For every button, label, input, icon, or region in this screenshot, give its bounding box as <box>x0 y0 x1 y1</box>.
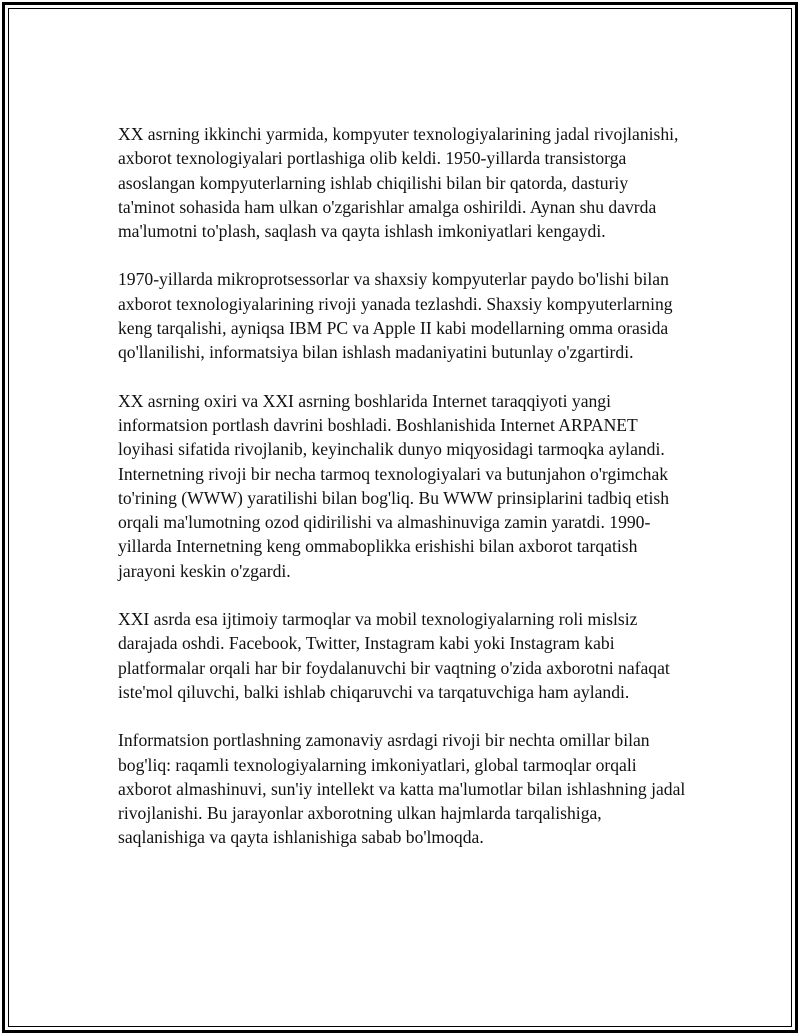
document-body <box>118 122 688 874</box>
page-border <box>2 2 798 1033</box>
paragraph-5: Informatsion portlashning zamonaviy asrdagi rivoji bir nechta omillar bilan bog'liq: raqamli texnologiyalarning imkoniyatlari, global tarmoqlar orqali axborot almashinuvi, sun'iy intellekt va katta ma'lumotlar bilan ishlashning jadal rivojlanishi. Bu jarayonlar axborotning ulkan hajmlarda tarqalishiga, saqlanishiga va qayta ishlanishiga sabab bo'lmoqda. <box>118 730 686 848</box>
paragraph-3: XX asrning oxiri va XXI asrning boshlarida Internet taraqqiyoti yangi informatsion portlash davrini boshladi. Boshlanishida Internet ARPANET loyihasi sifatida rivojlanib, keyinchalik dunyo miqyosidagi tarmoqka aylandi. Internetning rivoji bir necha tarmoq texnologiyalari va butunjahon o'rgimchak to'rining (WWW) yaratilishi bilan bog'liq. Bu WWW prinsiplarini tadbiq etish orqali ma'lumotning ozod qidirilishi va almashinuviga zamin yaratdi. 1990-yillarda Internetning keng ommaboplikka erishishi bilan axborot tarqatish jarayoni keskin o'zgardi. <box>118 390 669 581</box>
paragraph-1: XX asrning ikkinchi yarmida, kompyuter texnologiyalarining jadal rivojlanishi, axborot texnologiyalari portlashiga olib keldi. 1950-yillarda transistorga asoslangan kompyuterlarning ishlab chiqilishi bilan bir qatorda, dasturiy ta'minot sohasida ham ulkan o'zgarishlar amalga oshirildi. Aynan shu davrda ma'lumotni to'plash, saqlash va qayta ishlash imkoniyatlari kengaydi. <box>118 124 679 242</box>
paragraph-2: 1970-yillarda mikroprotsessorlar va shaxsiy kompyuterlar paydo bo'lishi bilan axborot texnologiyalarining rivoji yanada tezlashdi. Shaxsiy kompyuterlarning keng tarqalishi, ayniqsa IBM PC va Apple II kabi modellarning omma orasida qo'llanilishi, informatsiya bilan ishlash madaniyatini butunlay o'zgartirdi. <box>118 269 673 363</box>
paragraph-4: XXI asrda esa ijtimoiy tarmoqlar va mobil texnologiyalarning roli mislsiz darajada oshdi. Facebook, Twitter, Instagram kabi yoki Instagram kabi platformalar orqali har bir foydalanuvchi bir vaqtning o'zida axborotni nafaqat iste'mol qiluvchi, balki ishlab chiqaruvchi va tarqatuvchiga ham aylandi. <box>118 609 670 702</box>
